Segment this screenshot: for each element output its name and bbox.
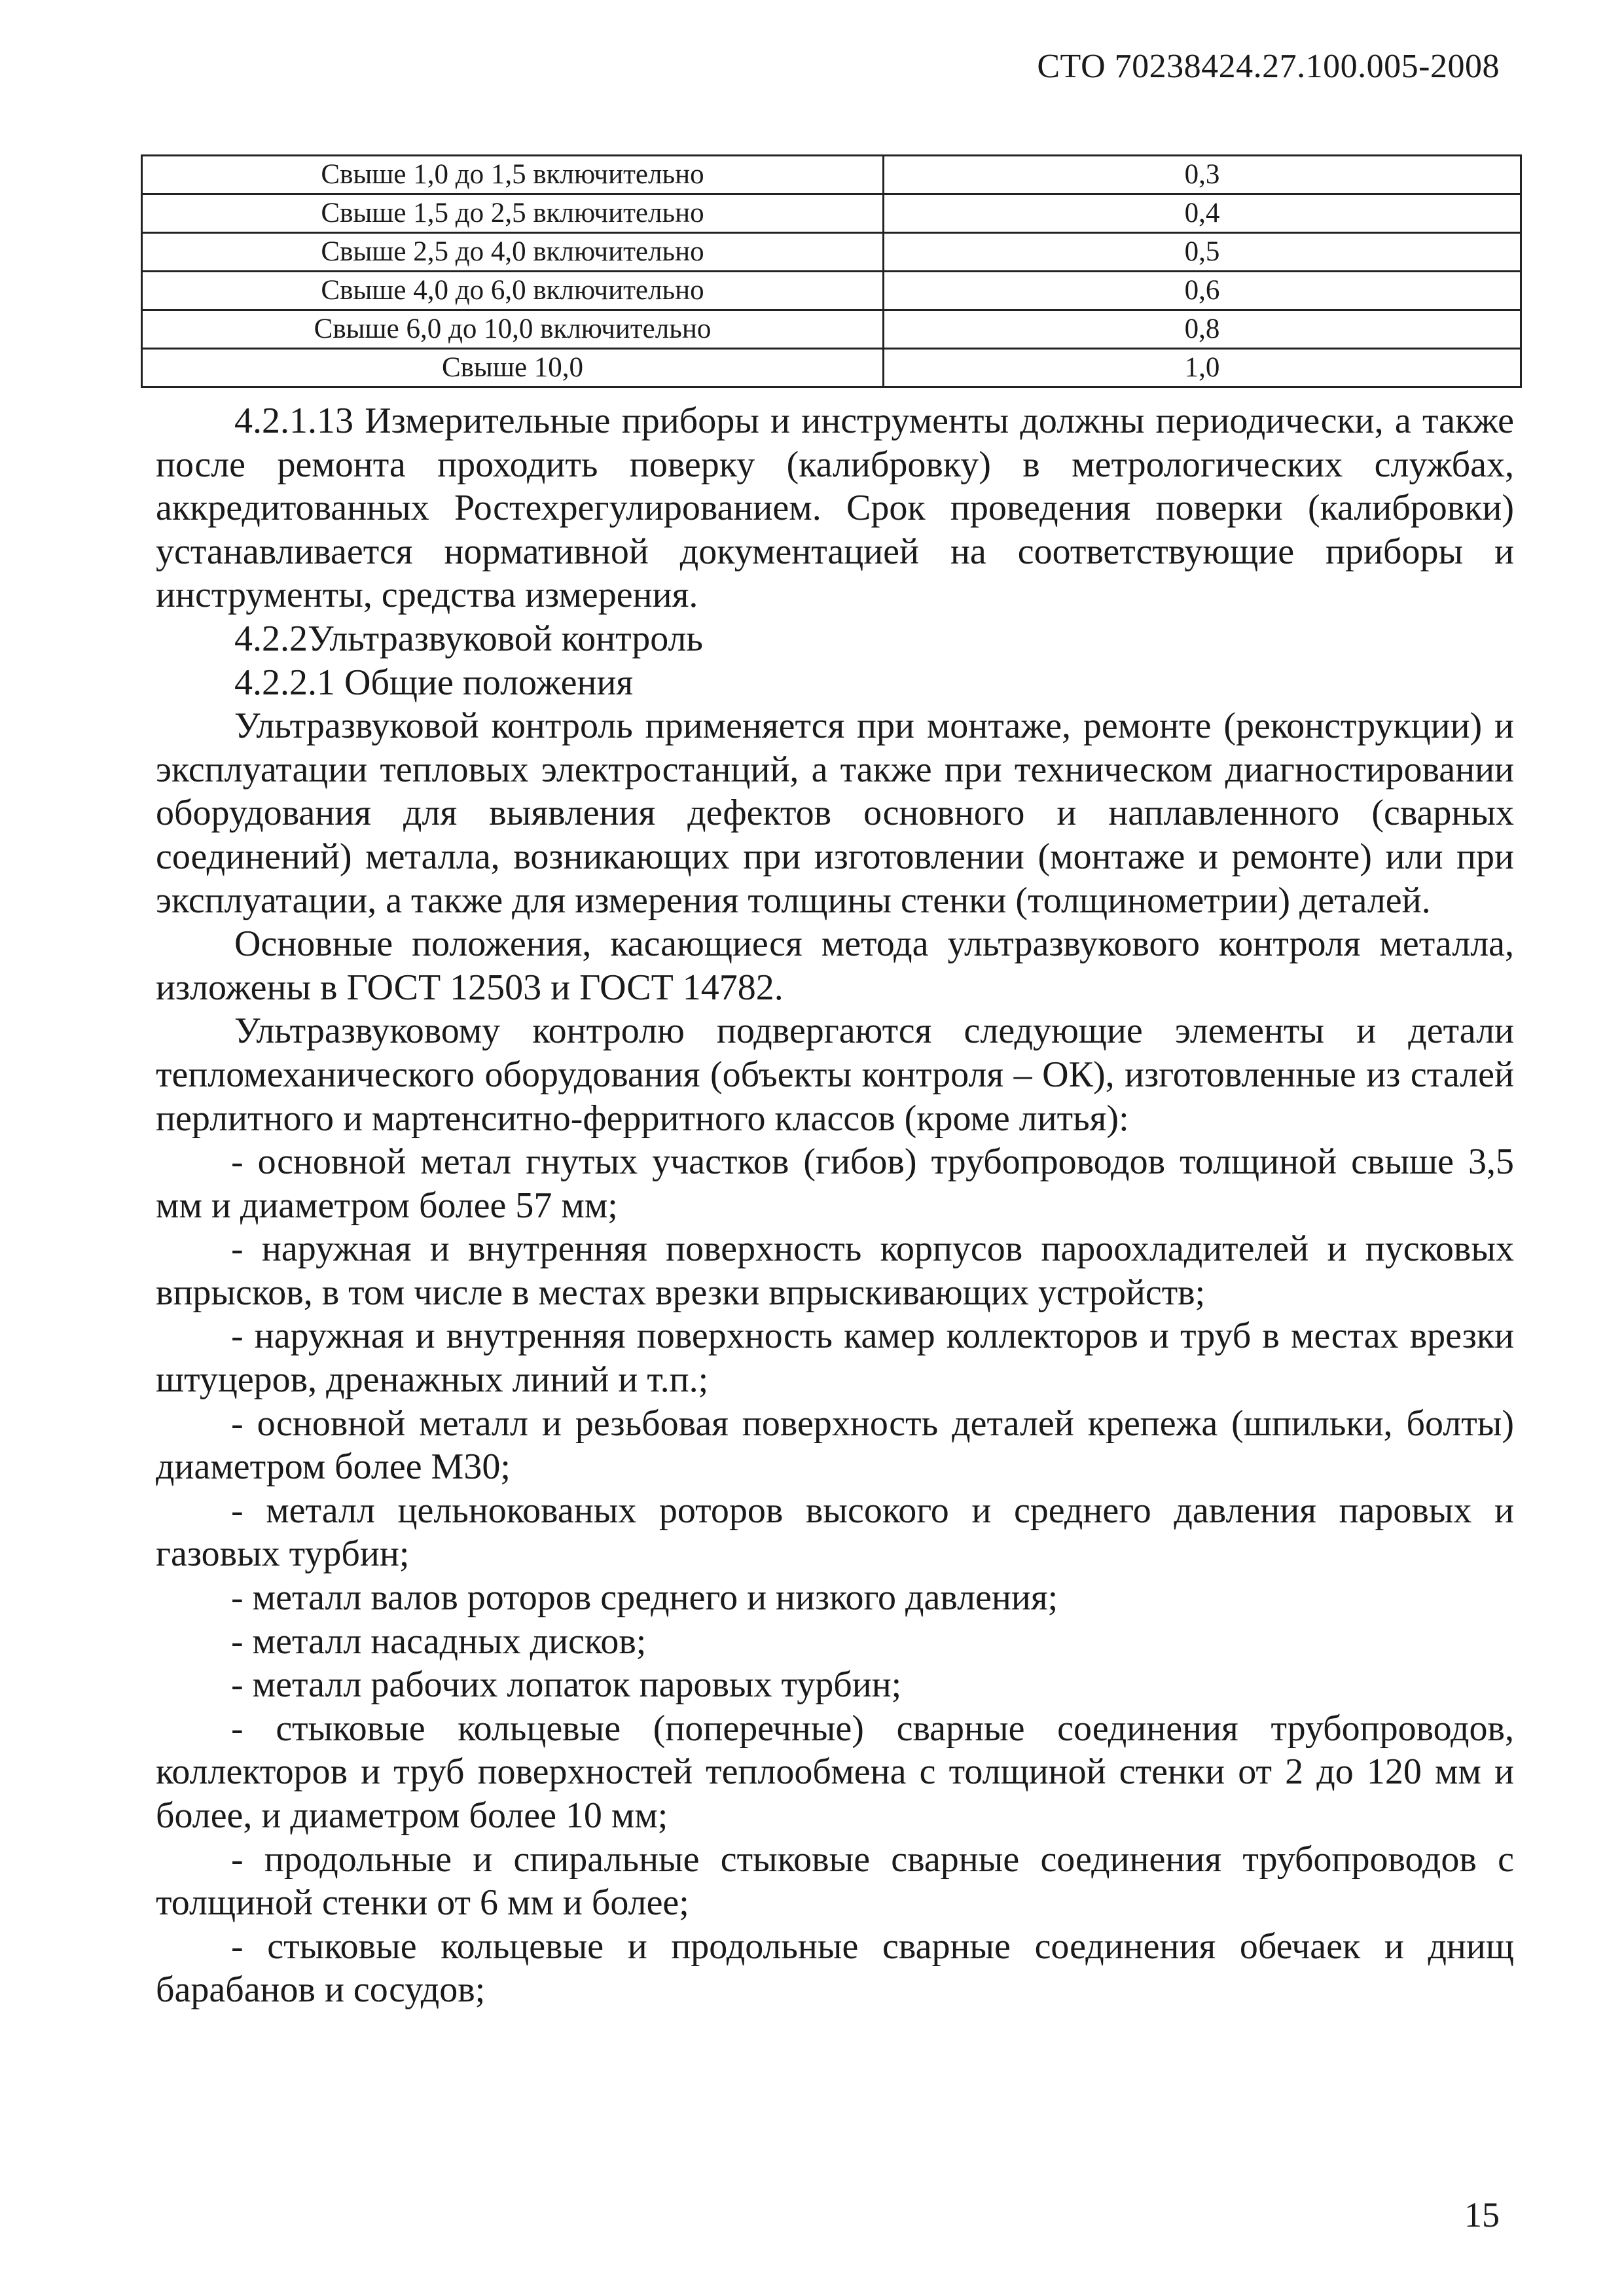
- list-item: - металл валов роторов среднего и низкого давления;: [231, 1577, 1058, 1619]
- table-cell-value: 0,4: [884, 194, 1521, 233]
- list-item: - наружная и внутренняя поверхность камер коллекторов и труб в местах врезки штуцеров, дренажных линий и т.п.;: [156, 1316, 1514, 1401]
- paragraph-ultrasonic-usage: Ультразвуковой контроль применяется при монтаже, ремонте (реконструкции) и эксплуатации тепловых электростанций, а также при техническом диагностировании оборудования для выявления дефектов основного и наплавленного (сварных соединений) металла, возникающих при изготовлении (монтаже и ремонте) или при эксплуатации, а также для измерения толщины стенки (толщинометрии) деталей.: [156, 706, 1514, 921]
- table-cell-value: 0,8: [884, 310, 1521, 349]
- list-item: - наружная и внутренняя поверхность корпусов пароохладителей и пусковых впрысков, в том числе в местах врезки впрыскивающих устройств;: [156, 1229, 1514, 1313]
- table-cell-range: Свыше 1,5 до 2,5 включительно: [142, 194, 884, 233]
- table-cell-range: Свыше 10,0: [142, 349, 884, 387]
- paragraph-inspection-objects: Ультразвуковому контролю подвергаются следующие элементы и детали тепломеханического оборудования (объекты контроля – ОК), изготовленные из сталей перлитного и мартенситно-ферритного классов (кроме литья):: [156, 1011, 1514, 1139]
- paragraph-gost-reference: Основные положения, касающиеся метода ультразвукового контроля металла, изложены в ГОСТ 12503 и ГОСТ 14782.: [156, 924, 1514, 1008]
- table-row: [142, 194, 1521, 233]
- list-item: - стыковые кольцевые и продольные сварные соединения обечаек и днищ барабанов и сосудов;: [156, 1926, 1514, 2011]
- table-cell-range: Свыше 6,0 до 10,0 включительно: [142, 310, 884, 349]
- list-item: - металл рабочих лопаток паровых турбин;: [231, 1664, 902, 1706]
- body-text: [156, 399, 1514, 2012]
- document-code: СТО 70238424.27.100.005-2008: [1037, 48, 1500, 85]
- section-heading-ultrasonic: 4.2.2Ультразвуковой контроль: [234, 618, 703, 659]
- table-cell-range: Свыше 1,0 до 1,5 включительно: [142, 156, 884, 194]
- table-cell-value: 0,5: [884, 233, 1521, 272]
- list-item: - металл насадных дисков;: [231, 1621, 647, 1662]
- list-item: - стыковые кольцевые (поперечные) сварные соединения трубопроводов, коллекторов и труб поверхностей теплообмена с толщиной стенки от 2 до 120 мм и более, и диаметром более 10 мм;: [156, 1708, 1514, 1836]
- list-item: - продольные и спиральные стыковые сварные соединения трубопроводов с толщиной стенки от 6 мм и более;: [156, 1839, 1514, 1924]
- table-row: [142, 349, 1521, 387]
- table-cell-value: 0,6: [884, 272, 1521, 310]
- table-cell-value: 1,0: [884, 349, 1521, 387]
- paragraph-calibration: 4.2.1.13 Измерительные приборы и инструменты должны периодически, а также после ремонта проходить поверку (калибровку) в метрологических службах, аккредитованных Ростехрегулированием. Срок проведения поверки (калибровки) устанавливается нормативной документацией на соответствующие приборы и инструменты, средства измерения.: [156, 401, 1514, 616]
- table-row: [142, 272, 1521, 310]
- table-cell-value: 0,3: [884, 156, 1521, 194]
- table-row: [142, 310, 1521, 349]
- table-row: [142, 156, 1521, 194]
- page-number: 15: [1464, 2195, 1500, 2234]
- tolerance-table: [141, 154, 1522, 388]
- list-item: - металл цельнокованых роторов высокого и среднего давления паровых и газовых турбин;: [156, 1490, 1514, 1575]
- subsection-heading-general: 4.2.2.1 Общие положения: [234, 662, 634, 703]
- list-item: - основной метал гнутых участков (гибов) трубопроводов толщиной свыше 3,5 мм и диаметром более 57 мм;: [156, 1141, 1514, 1226]
- list-item: - основной металл и резьбовая поверхность деталей крепежа (шпильки, болты) диаметром более М30;: [156, 1403, 1514, 1488]
- table-cell-range: Свыше 2,5 до 4,0 включительно: [142, 233, 884, 272]
- table-cell-range: Свыше 4,0 до 6,0 включительно: [142, 272, 884, 310]
- table-row: [142, 233, 1521, 272]
